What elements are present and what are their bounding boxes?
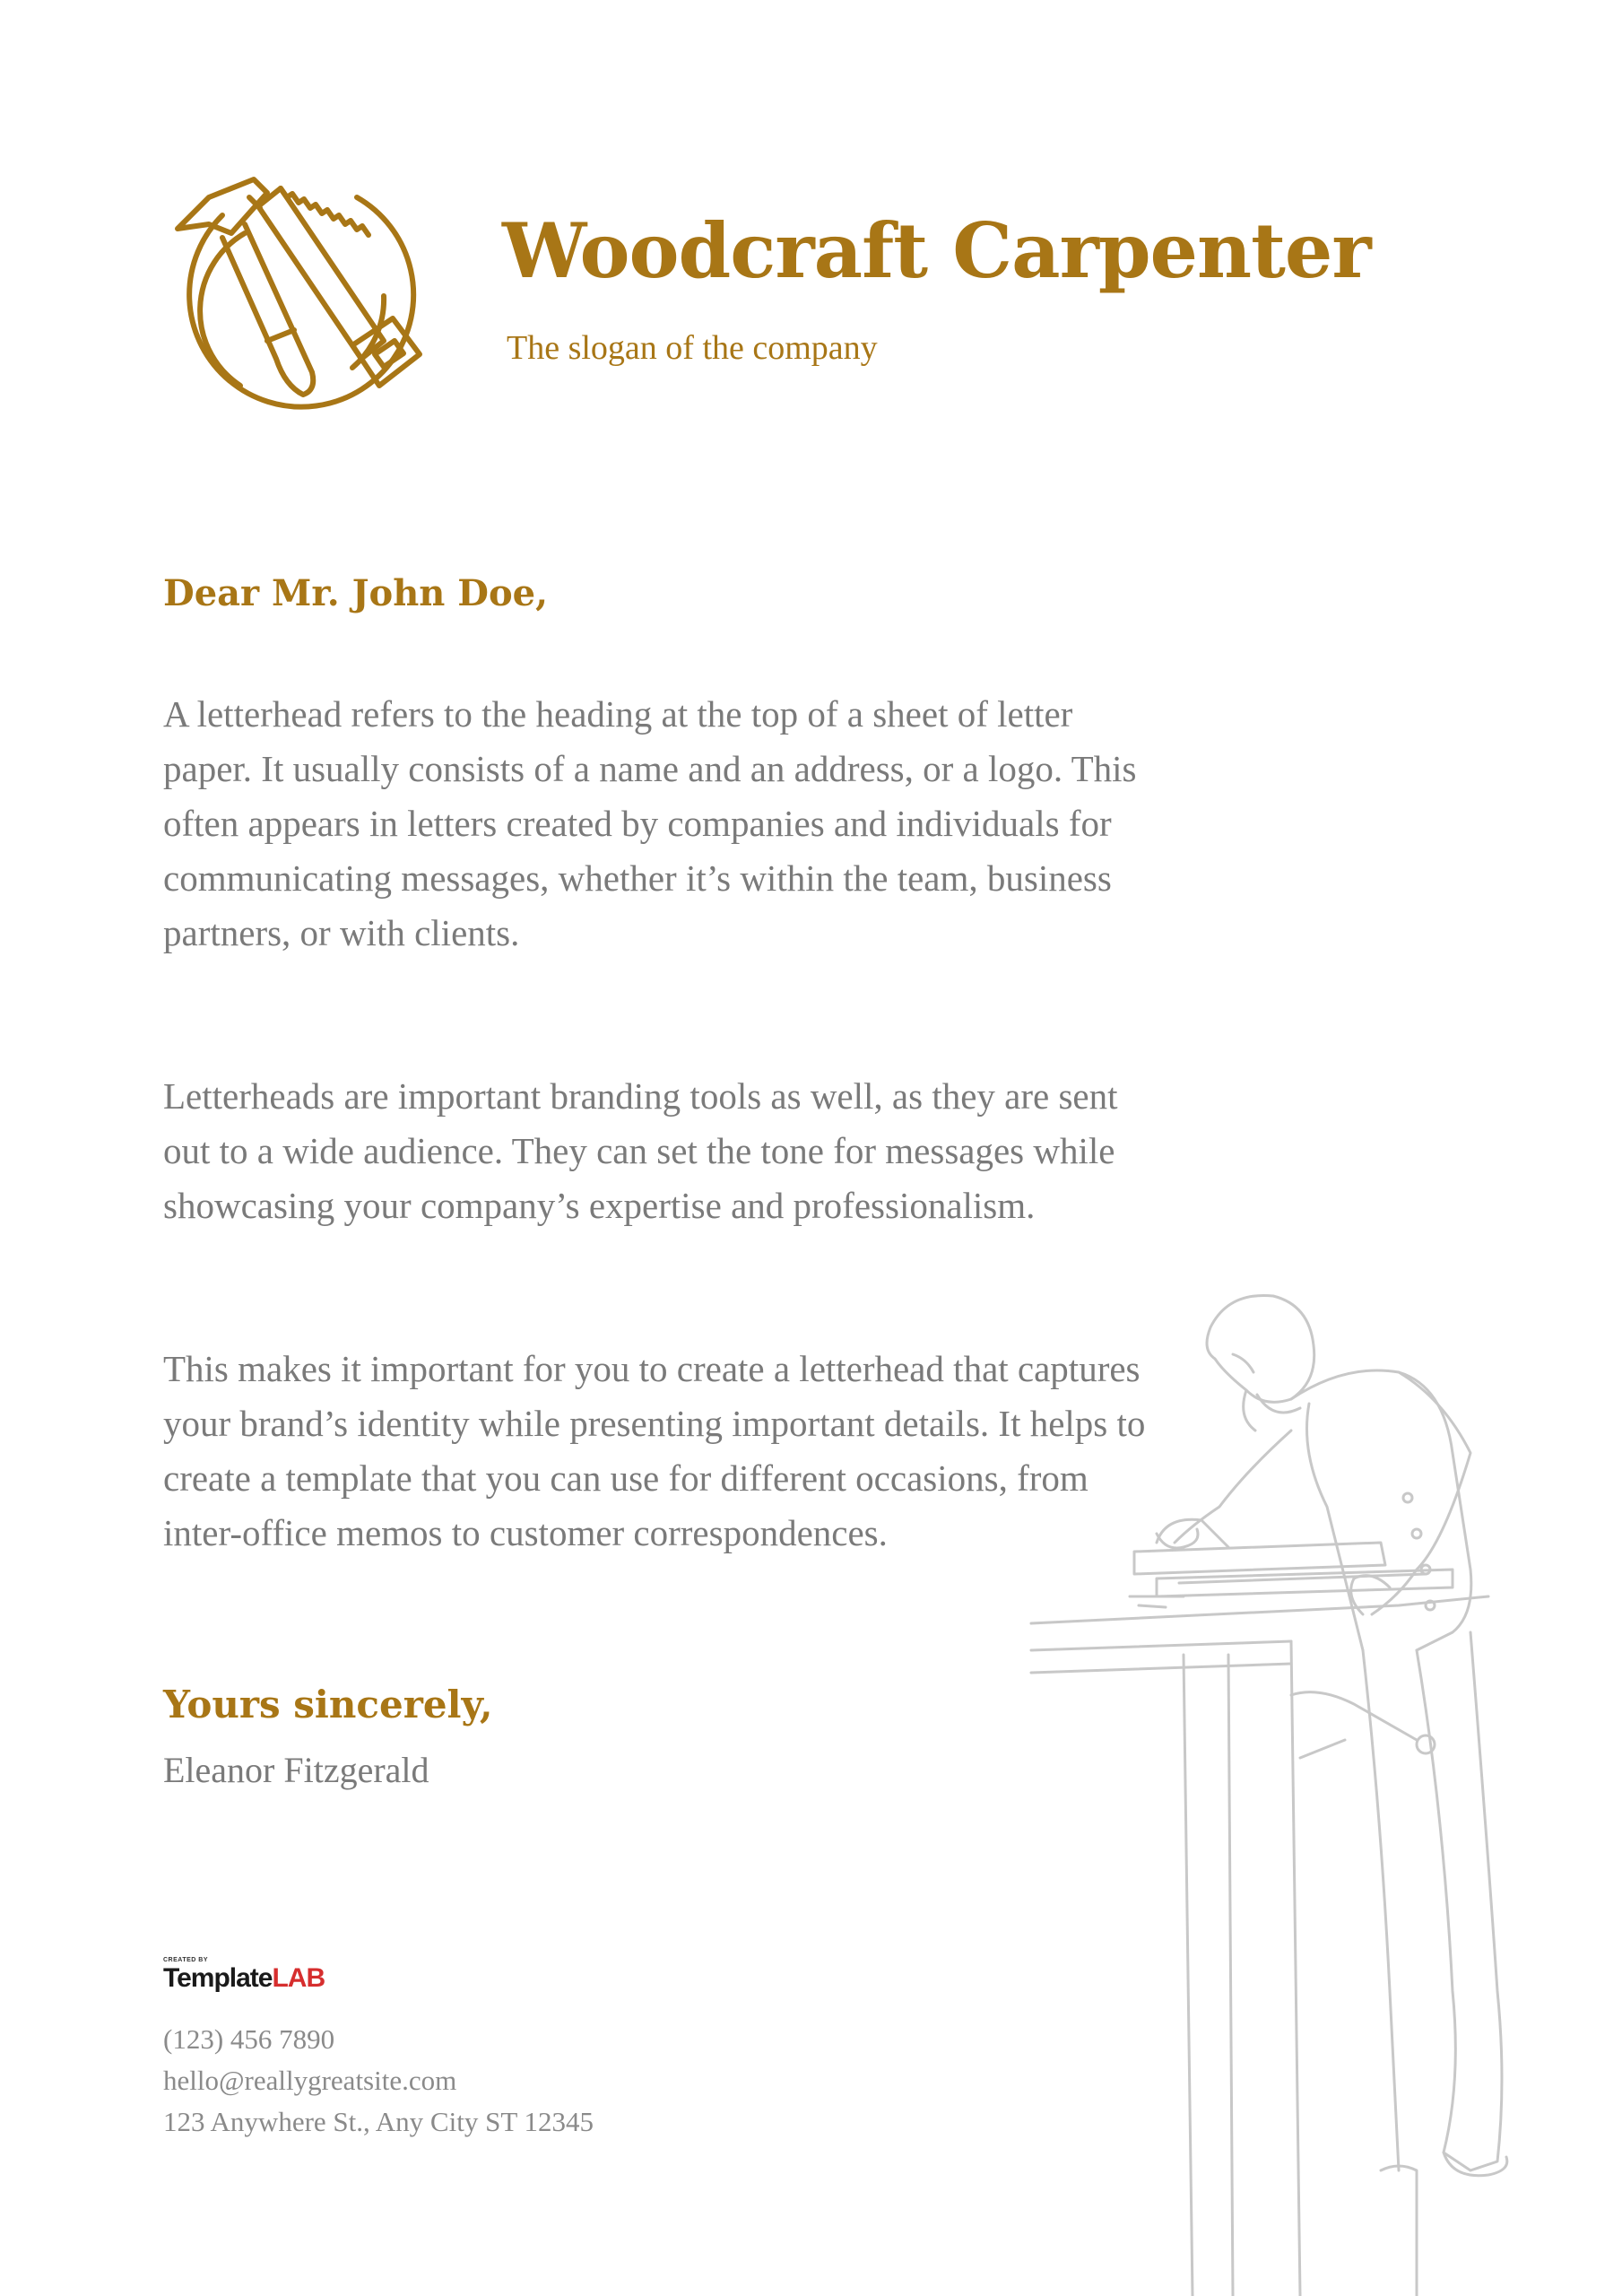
templatelab-brand [163, 1957, 325, 1993]
carpenter-at-workbench-illustration [1022, 1274, 1622, 2296]
letter-paragraph-1: A letterhead refers to the heading at the top of a sheet of letter paper. It usually consists of a name and an address, or a logo. This often appears in letters created by companies and individuals for communicating messages, whether it’s within the team, business partners, or with clients. [163, 693, 1137, 953]
contact-phone: (123) 456 7890 [163, 2023, 335, 2055]
letter-closing: Yours sincerely, [163, 1683, 493, 1726]
letter-paragraph-3: This makes it important for you to create a letterhead that captures your brand’s identity while presenting important details. It helps to create a template that you can use for different occasions, from inter-office memos to customer correspondences. [163, 1348, 1146, 1553]
company-name: Woodcraft Carpenter [502, 206, 1371, 295]
brand-part-lab: LAB [272, 1963, 325, 1993]
contact-address: 123 Anywhere St., Any City ST 12345 [163, 2106, 594, 2137]
hammer-saw-logo-icon [160, 161, 429, 430]
letter-paragraph-2: Letterheads are important branding tools as well, as they are sent out to a wide audience. They can set the tone for messages while showcasing your company’s expertise and professionalism. [163, 1075, 1118, 1226]
brand-wordmark [163, 1964, 325, 1993]
signer-name: Eleanor Fitzgerald [163, 1750, 429, 1790]
contact-email: hello@reallygreatsite.com [163, 2065, 457, 2096]
letter-greeting: Dear Mr. John Doe, [163, 572, 549, 614]
company-slogan: The slogan of the company [507, 329, 878, 367]
brand-part-template: Template [163, 1963, 273, 1993]
brand-created-by: CREATED BY [163, 1957, 208, 1963]
